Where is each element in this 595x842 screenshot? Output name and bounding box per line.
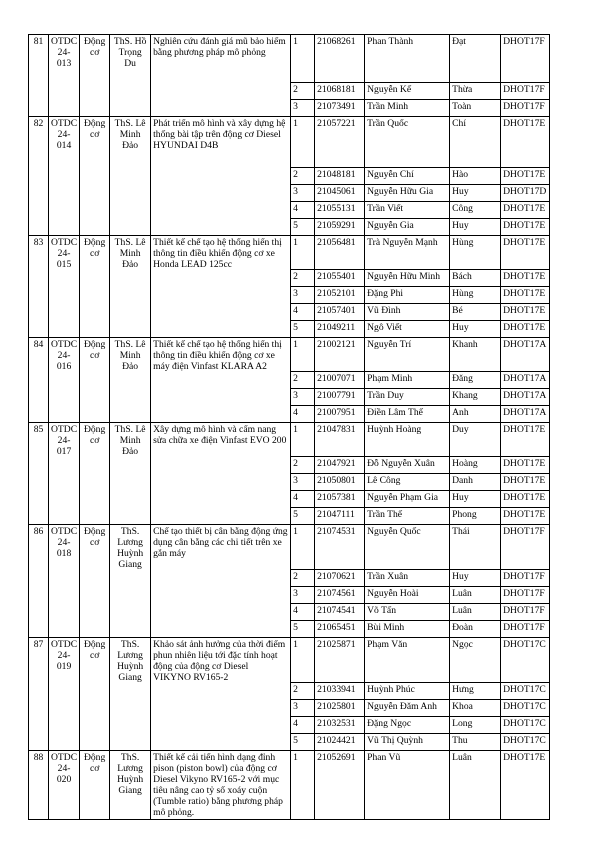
project-code: OTDC 24-015: [49, 236, 80, 338]
student-surname: Bùi Minh: [365, 621, 450, 638]
student-given-name: Ngọc: [450, 638, 501, 683]
project-code: OTDC 24-017: [49, 423, 80, 525]
student-given-name: Hưng: [450, 683, 501, 700]
project-number: 82: [29, 117, 49, 236]
student-class: DHOT17F: [501, 525, 550, 570]
student-class: DHOT17E: [501, 457, 550, 474]
project-title: Phát triển mô hình và xây dựng hệ thống bài tập trên động cơ Diesel HYUNDAI D4B: [151, 117, 291, 236]
student-id: 21007071: [315, 372, 365, 389]
student-id: 21057401: [315, 304, 365, 321]
advisor-name: ThS. Lương Huỳnh Giang: [110, 525, 151, 638]
project-field: Động cơ: [80, 638, 110, 751]
student-class: DHOT17D: [501, 185, 550, 202]
student-given-name: Duy: [450, 423, 501, 457]
student-surname: Nguyễn Chí: [365, 168, 450, 185]
student-id: 21068181: [315, 83, 365, 100]
student-given-name: Huy: [450, 219, 501, 236]
student-given-name: Huy: [450, 185, 501, 202]
student-id: 21065451: [315, 621, 365, 638]
student-id: 21025801: [315, 700, 365, 717]
student-class: DHOT17C: [501, 717, 550, 734]
student-class: DHOT17F: [501, 604, 550, 621]
student-surname: Điền Lâm Thế: [365, 406, 450, 423]
student-given-name: Khang: [450, 389, 501, 406]
project-title: Chế tạo thiết bị cân bằng động ứng dụng cân bằng các chi tiết trên xe gắn máy: [151, 525, 291, 638]
student-surname: Lê Công: [365, 474, 450, 491]
student-surname: Đỗ Nguyễn Xuân: [365, 457, 450, 474]
student-surname: Nguyễn Hoài: [365, 587, 450, 604]
student-id: 21074531: [315, 525, 365, 570]
project-number: 87: [29, 638, 49, 751]
student-class: DHOT17A: [501, 338, 550, 372]
student-index: 2: [291, 683, 315, 700]
student-surname: Nguyễn Hữu Gia: [365, 185, 450, 202]
student-given-name: Hùng: [450, 236, 501, 270]
student-surname: Nguyễn Quốc: [365, 525, 450, 570]
student-id: 21024421: [315, 734, 365, 751]
student-id: 21074541: [315, 604, 365, 621]
student-given-name: Thu: [450, 734, 501, 751]
student-class: DHOT17F: [501, 35, 550, 83]
student-class: DHOT17E: [501, 423, 550, 457]
student-id: 21025871: [315, 638, 365, 683]
student-given-name: Khoa: [450, 700, 501, 717]
student-given-name: Long: [450, 717, 501, 734]
student-id: 21052101: [315, 287, 365, 304]
student-class: DHOT17F: [501, 587, 550, 604]
advisor-name: ThS. Lê Minh Đảo: [110, 117, 151, 236]
student-index: 1: [291, 525, 315, 570]
student-surname: Trần Duy: [365, 389, 450, 406]
project-field: Động cơ: [80, 35, 110, 117]
student-index: 3: [291, 474, 315, 491]
table-row: [29, 117, 550, 168]
student-id: 21055401: [315, 270, 365, 287]
student-surname: Vũ Thị Quỳnh: [365, 734, 450, 751]
student-given-name: Huy: [450, 570, 501, 587]
student-index: 4: [291, 406, 315, 423]
student-index: 2: [291, 372, 315, 389]
student-surname: Nguyễn Gia: [365, 219, 450, 236]
project-code: OTDC 24-013: [49, 35, 80, 117]
student-class: DHOT17E: [501, 236, 550, 270]
student-index: 1: [291, 423, 315, 457]
student-index: 2: [291, 270, 315, 287]
student-given-name: Công: [450, 202, 501, 219]
student-surname: Trần Quốc: [365, 117, 450, 168]
student-class: DHOT17E: [501, 202, 550, 219]
student-index: 1: [291, 638, 315, 683]
student-class: DHOT17E: [501, 287, 550, 304]
student-given-name: Toàn: [450, 100, 501, 117]
student-index: 3: [291, 700, 315, 717]
student-index: 1: [291, 338, 315, 372]
project-number: 84: [29, 338, 49, 423]
student-index: 5: [291, 321, 315, 338]
student-id: 21045061: [315, 185, 365, 202]
student-id: 21052691: [315, 751, 365, 820]
thesis-assignment-table: [28, 34, 550, 820]
project-field: Động cơ: [80, 338, 110, 423]
student-class: DHOT17F: [501, 83, 550, 100]
student-index: 5: [291, 621, 315, 638]
student-class: DHOT17F: [501, 621, 550, 638]
advisor-name: ThS. Lương Huỳnh Giang: [110, 751, 151, 820]
student-index: 3: [291, 185, 315, 202]
student-given-name: Luân: [450, 587, 501, 604]
student-class: DHOT17E: [501, 304, 550, 321]
student-index: 2: [291, 570, 315, 587]
student-class: DHOT17A: [501, 389, 550, 406]
student-class: DHOT17C: [501, 700, 550, 717]
table-row: [29, 525, 550, 570]
advisor-name: ThS. Lê Minh Đảo: [110, 423, 151, 525]
student-surname: Huỳnh Phúc: [365, 683, 450, 700]
student-id: 21057221: [315, 117, 365, 168]
project-title: Nghiên cứu đánh giá mũ bảo hiểm bằng phương pháp mô phỏng: [151, 35, 291, 117]
student-given-name: Hoàng: [450, 457, 501, 474]
student-index: 1: [291, 751, 315, 820]
student-index: 4: [291, 717, 315, 734]
student-surname: Phan Thành: [365, 35, 450, 83]
student-class: DHOT17A: [501, 406, 550, 423]
student-surname: Vũ Đình: [365, 304, 450, 321]
student-surname: Nguyễn Phạm Gia: [365, 491, 450, 508]
student-class: DHOT17E: [501, 508, 550, 525]
student-id: 21055131: [315, 202, 365, 219]
student-given-name: Thái: [450, 525, 501, 570]
student-surname: Trần Xuân: [365, 570, 450, 587]
student-class: DHOT17E: [501, 474, 550, 491]
student-index: 3: [291, 389, 315, 406]
project-code: OTDC 24-019: [49, 638, 80, 751]
student-id: 21047921: [315, 457, 365, 474]
student-surname: Trần Minh: [365, 100, 450, 117]
student-index: 5: [291, 219, 315, 236]
student-id: 21002121: [315, 338, 365, 372]
student-given-name: Huy: [450, 321, 501, 338]
project-code: OTDC 24-014: [49, 117, 80, 236]
project-number: 81: [29, 35, 49, 117]
project-number: 85: [29, 423, 49, 525]
table-row: [29, 35, 550, 83]
student-surname: Trà Nguyễn Mạnh: [365, 236, 450, 270]
student-given-name: Chí: [450, 117, 501, 168]
student-index: 4: [291, 202, 315, 219]
student-id: 21050801: [315, 474, 365, 491]
student-id: 21033941: [315, 683, 365, 700]
student-surname: Võ Tấn: [365, 604, 450, 621]
student-class: DHOT17E: [501, 270, 550, 287]
table-row: [29, 423, 550, 457]
project-title: Xây dựng mô hình và cẩm nang sửa chữa xe điện Vinfast EVO 200: [151, 423, 291, 525]
student-given-name: Luân: [450, 751, 501, 820]
student-id: 21032531: [315, 717, 365, 734]
student-index: 2: [291, 457, 315, 474]
student-class: DHOT17E: [501, 168, 550, 185]
student-index: 1: [291, 117, 315, 168]
project-code: OTDC 24-020: [49, 751, 80, 820]
student-id: 21074561: [315, 587, 365, 604]
student-surname: Phạm Minh: [365, 372, 450, 389]
student-given-name: Hùng: [450, 287, 501, 304]
student-index: 4: [291, 304, 315, 321]
student-given-name: Đăng: [450, 372, 501, 389]
student-id: 21047111: [315, 508, 365, 525]
project-title: Thiết kế cải tiến hình dạng đỉnh pison (piston bowl) của động cơ Diesel Vikyno RV165-2 với mục tiêu nâng cao tỷ số xoáy cuộn (Tumble ratio) bằng phương pháp mô phỏng.: [151, 751, 291, 820]
student-index: 5: [291, 508, 315, 525]
project-number: 86: [29, 525, 49, 638]
student-index: 4: [291, 604, 315, 621]
student-given-name: Anh: [450, 406, 501, 423]
table-row: [29, 236, 550, 270]
project-number: 88: [29, 751, 49, 820]
project-title: Khảo sát ảnh hưởng của thời điểm phun nhiên liệu tới đặc tính hoạt động của động cơ Diesel VIKYNO RV165-2: [151, 638, 291, 751]
student-class: DHOT17C: [501, 683, 550, 700]
project-title: Thiết kế chế tạo hệ thống hiển thị thông tin điều khiển động cơ xe máy điện Vinfast KLARA A2: [151, 338, 291, 423]
student-given-name: Danh: [450, 474, 501, 491]
student-surname: Huỳnh Hoàng: [365, 423, 450, 457]
student-given-name: Huy: [450, 491, 501, 508]
student-index: 5: [291, 734, 315, 751]
project-field: Động cơ: [80, 751, 110, 820]
student-index: 3: [291, 287, 315, 304]
student-surname: Nguyễn Hữu Minh: [365, 270, 450, 287]
project-field: Động cơ: [80, 117, 110, 236]
student-class: DHOT17E: [501, 491, 550, 508]
student-surname: Phan Vũ: [365, 751, 450, 820]
student-class: DHOT17A: [501, 372, 550, 389]
student-id: 21047831: [315, 423, 365, 457]
student-given-name: Hào: [450, 168, 501, 185]
student-index: 4: [291, 491, 315, 508]
student-given-name: Bách: [450, 270, 501, 287]
student-id: 21073491: [315, 100, 365, 117]
student-surname: Nguyễn Kế: [365, 83, 450, 100]
advisor-name: ThS. Lê Minh Đảo: [110, 236, 151, 338]
student-surname: Nguyễn Đăm Anh: [365, 700, 450, 717]
project-title: Thiết kế chế tạo hệ thống hiển thị thông tin điều khiển động cơ xe Honda LEAD 125cc: [151, 236, 291, 338]
student-id: 21049211: [315, 321, 365, 338]
advisor-name: ThS. Lê Minh Đảo: [110, 338, 151, 423]
student-class: DHOT17C: [501, 734, 550, 751]
student-id: 21007791: [315, 389, 365, 406]
student-index: 1: [291, 236, 315, 270]
table-row: [29, 751, 550, 820]
project-code: OTDC 24-016: [49, 338, 80, 423]
student-surname: Đặng Phi: [365, 287, 450, 304]
student-class: DHOT17E: [501, 219, 550, 236]
table-row: [29, 338, 550, 372]
student-given-name: Luân: [450, 604, 501, 621]
student-surname: Phạm Văn: [365, 638, 450, 683]
student-class: DHOT17F: [501, 100, 550, 117]
student-given-name: Bé: [450, 304, 501, 321]
student-id: 21056481: [315, 236, 365, 270]
student-class: DHOT17E: [501, 117, 550, 168]
project-number: 83: [29, 236, 49, 338]
project-field: Động cơ: [80, 525, 110, 638]
project-code: OTDC 24-018: [49, 525, 80, 638]
advisor-name: ThS. Hồ Trọng Du: [110, 35, 151, 117]
student-index: 3: [291, 100, 315, 117]
student-surname: Trần Thế: [365, 508, 450, 525]
student-class: DHOT17E: [501, 751, 550, 820]
student-surname: Nguyễn Trí: [365, 338, 450, 372]
student-id: 21068261: [315, 35, 365, 83]
student-surname: Trần Viết: [365, 202, 450, 219]
advisor-name: ThS. Lương Huỳnh Giang: [110, 638, 151, 751]
student-index: 3: [291, 587, 315, 604]
project-field: Động cơ: [80, 236, 110, 338]
student-id: 21007951: [315, 406, 365, 423]
student-id: 21059291: [315, 219, 365, 236]
student-surname: Đặng Ngọc: [365, 717, 450, 734]
student-given-name: Thừa: [450, 83, 501, 100]
student-index: 2: [291, 83, 315, 100]
student-index: 1: [291, 35, 315, 83]
student-given-name: Khanh: [450, 338, 501, 372]
student-surname: Ngô Viết: [365, 321, 450, 338]
student-given-name: Đạt: [450, 35, 501, 83]
student-class: DHOT17F: [501, 570, 550, 587]
student-id: 21057381: [315, 491, 365, 508]
student-id: 21048181: [315, 168, 365, 185]
student-index: 2: [291, 168, 315, 185]
table-row: [29, 638, 550, 683]
student-given-name: Phong: [450, 508, 501, 525]
student-id: 21070621: [315, 570, 365, 587]
student-class: DHOT17C: [501, 638, 550, 683]
student-given-name: Đoàn: [450, 621, 501, 638]
project-field: Động cơ: [80, 423, 110, 525]
student-class: DHOT17E: [501, 321, 550, 338]
